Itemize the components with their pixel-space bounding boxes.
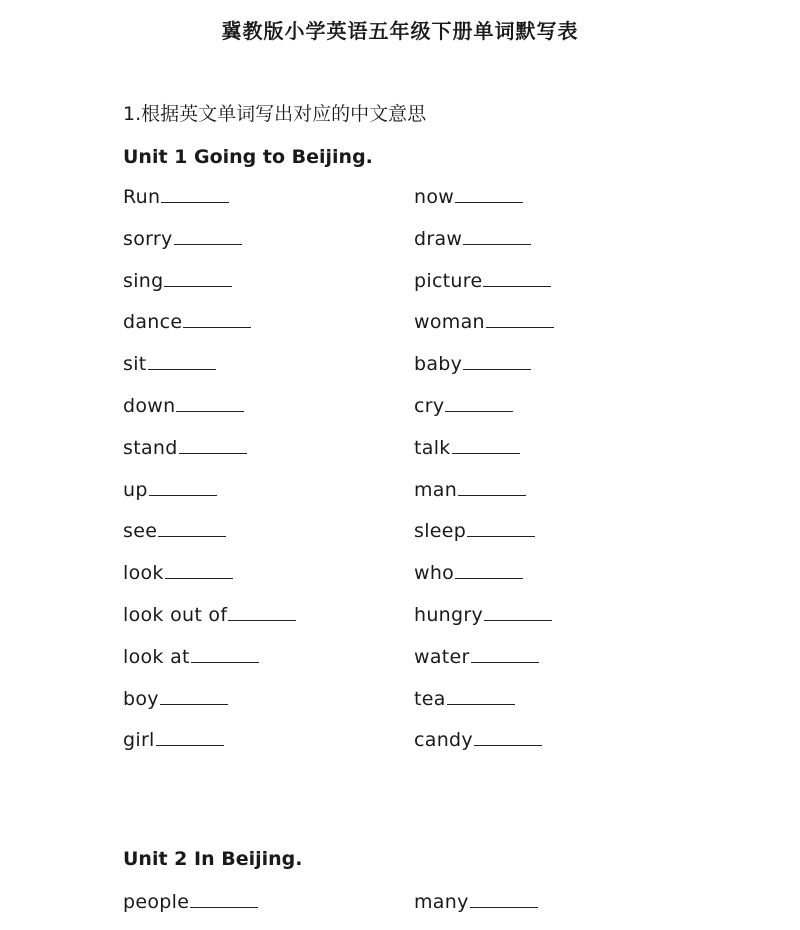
word-text: up [123,478,148,501]
answer-blank[interactable] [463,226,531,245]
word-item [414,601,552,629]
word-text: tea [414,687,446,710]
answer-blank[interactable] [228,602,296,621]
answer-blank[interactable] [158,518,226,537]
answer-blank[interactable] [467,518,535,537]
word-text: talk [414,436,451,459]
word-text: dance [123,311,183,334]
word-item [414,559,523,587]
word-text: now [414,186,455,208]
word-item [414,225,531,253]
word-item [123,225,242,253]
word-text: man [414,478,458,501]
word-item [123,350,216,378]
answer-blank[interactable] [452,435,520,454]
word-text: look at [123,645,190,668]
answer-blank[interactable] [486,309,554,328]
word-text: down [123,395,176,417]
answer-blank[interactable] [183,309,251,328]
answer-blank[interactable] [190,889,258,908]
word-text: many [414,891,469,913]
word-item [123,517,226,545]
word-item [414,350,531,378]
word-item [123,392,244,420]
answer-blank[interactable] [161,184,229,203]
word-text: picture [414,269,483,292]
word-text: who [414,562,455,585]
instruction: 1.根据英文单词写出对应的中文意思 [123,103,427,125]
word-text: people [123,891,190,913]
word-item [123,308,251,336]
answer-blank[interactable] [148,351,216,370]
answer-blank[interactable] [149,477,217,496]
answer-blank[interactable] [458,477,526,496]
answer-blank[interactable] [484,602,552,621]
word-item [414,308,554,336]
unit-2-heading: Unit 2 In Beijing. [123,848,303,870]
answer-blank[interactable] [176,393,244,412]
answer-blank[interactable] [471,644,539,663]
word-text: sleep [414,520,467,543]
word-text: boy [123,687,159,710]
answer-blank[interactable] [463,351,531,370]
answer-blank[interactable] [483,268,551,287]
answer-blank[interactable] [191,644,259,663]
word-item [123,726,224,754]
word-item [123,888,258,916]
word-text: see [123,520,158,543]
word-text: look out of [123,604,228,626]
answer-blank[interactable] [164,268,232,287]
answer-blank[interactable] [445,393,513,412]
word-item [414,183,523,211]
word-item [414,267,551,295]
word-item [123,434,247,462]
word-item [414,517,535,545]
word-text: water [414,645,470,668]
unit-1-heading: Unit 1 Going to Beijing. [123,146,373,168]
word-item [123,685,228,713]
answer-blank[interactable] [174,226,242,245]
word-text: sing [123,269,164,292]
word-text: look [123,562,164,585]
answer-blank[interactable] [455,560,523,579]
word-item [414,726,542,754]
word-text: Run [123,186,161,208]
answer-blank[interactable] [179,435,247,454]
answer-blank[interactable] [470,889,538,908]
word-item [414,392,513,420]
answer-blank[interactable] [455,184,523,203]
word-item [123,601,296,629]
answer-blank[interactable] [447,686,515,705]
word-item [123,559,233,587]
word-text: girl [123,729,155,752]
word-item [414,643,539,671]
word-text: draw [414,227,463,250]
answer-blank[interactable] [474,727,542,746]
word-text: hungry [414,604,484,626]
answer-blank[interactable] [160,686,228,705]
answer-blank[interactable] [156,727,224,746]
word-text: sit [123,353,147,376]
word-item [414,476,526,504]
word-item [123,643,259,671]
word-text: cry [414,395,445,417]
word-item [123,267,232,295]
word-item [123,476,217,504]
word-text: candy [414,729,473,752]
word-item [123,183,229,211]
word-text: stand [123,436,178,459]
word-item [414,685,515,713]
answer-blank[interactable] [165,560,233,579]
word-text: baby [414,353,463,376]
word-item [414,888,538,916]
word-text: woman [414,311,485,334]
page-title: 冀教版小学英语五年级下册单词默写表 [221,19,579,43]
word-text: sorry [123,227,173,250]
word-item [414,434,520,462]
